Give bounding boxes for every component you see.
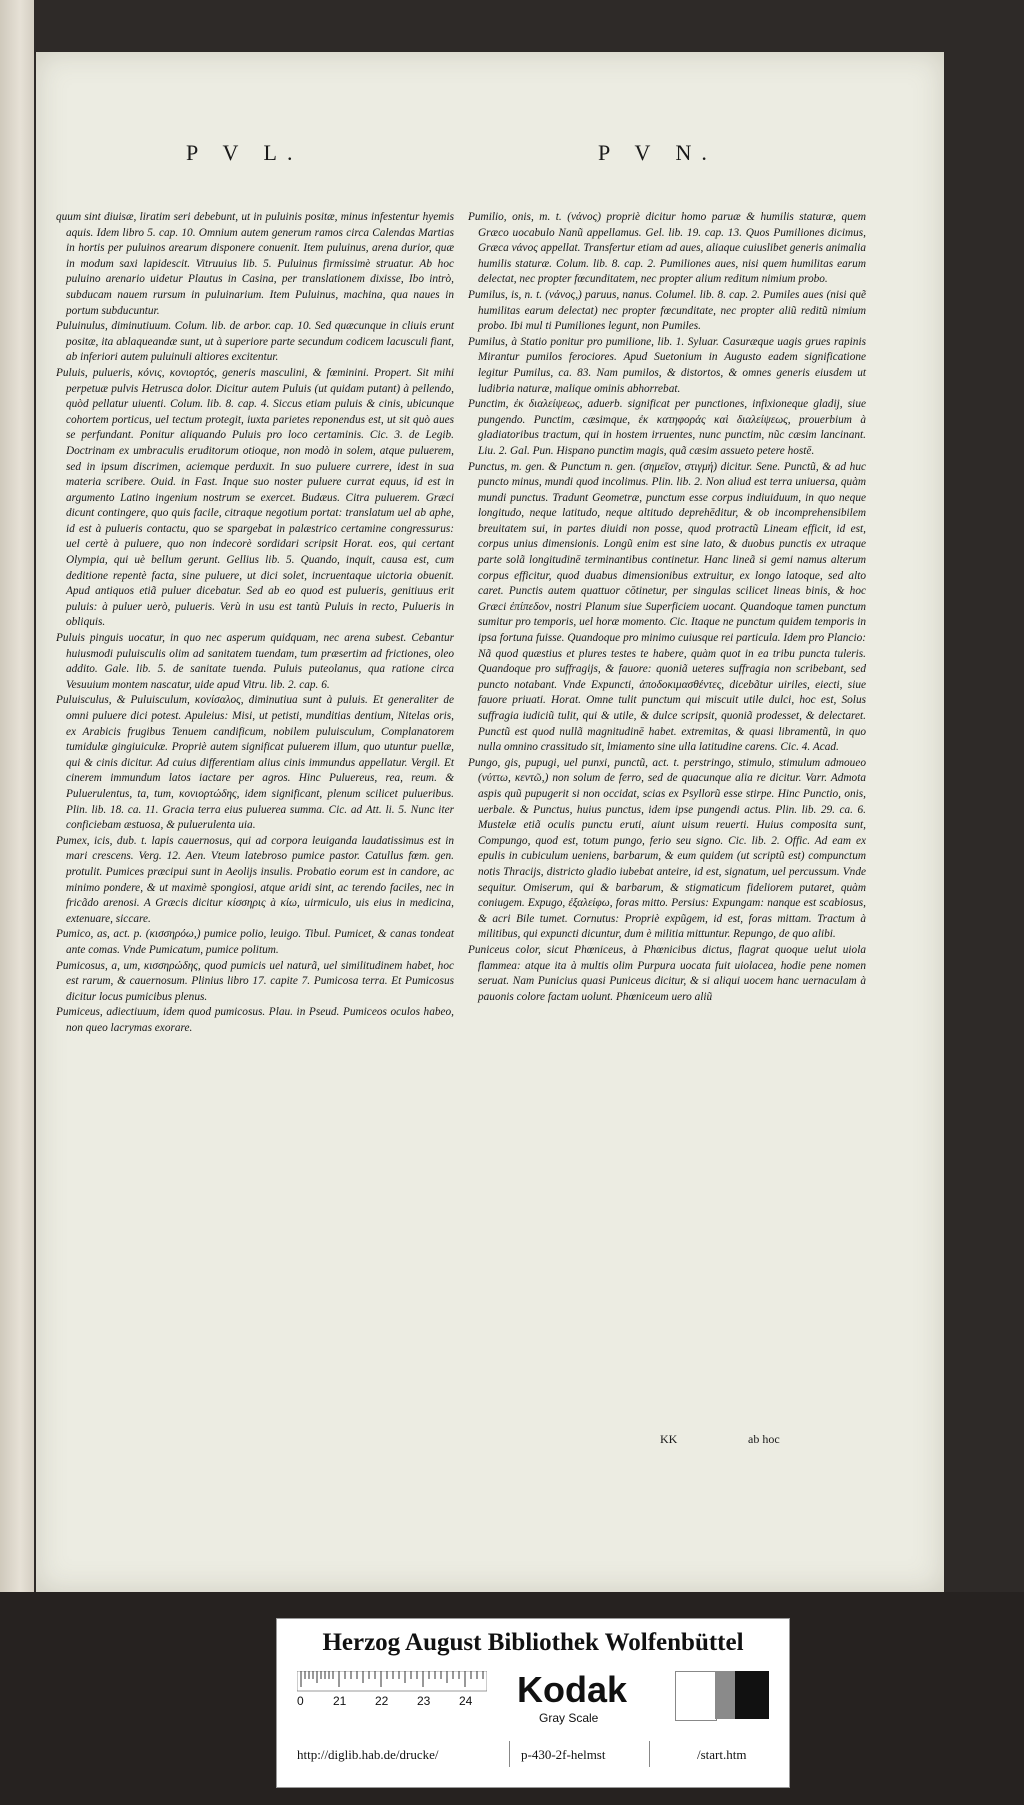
book-page	[36, 52, 944, 1592]
entry-punctus: Punctus, m. gen. & Punctum n. gen. (σημεῖον, στιγμή) dicitur. Sene. Punctũ, & ad huc puncto minus, mundi quod incolimus. Plin. lib. 2. Non aliud est terra uniuersa, quàm mundi punctus. Tradunt Geometræ, punctum esse corpus indiuiduum, in quo neque longitudo, neque latitudo, neque altitudo deprehēditur, & ob incomprehensibilem breuitatem sui, in partes diuidi non posse, quod protractũ Lineam efficit, id est, corpus unius dimensionis. Longũ enim est sine lato, & duobus punctis ex utraque parte solã longitudinē terminantibus continetur. Hanc lineã si gemi namus alterum corpus efficitur, quod duabus dimensionibus extruitur, ex longo latoque, sed alto caret. Punctis autem quattuor cōtinetur, per singulas scilicet lineas binis, & hoc Græci ἐπίπεδον, nostri Planum siue Superficiem uocant. Quandoque tamen punctum sumitur pro temporis, uel horæ momento. Cic. Itaque ne punctum quidem temporis in ipsa fortuna fuisse. Quandoque pro minimo cuiusque rei particula. Idem pro Plancio: Nã quod quæstius et plures testes te habere, quàm quot in ea tribu puncta tuleris. Quandoque pro suffragijs, & fauore: quoniã ueteres suffragia non scribebant, sed puncto notabant. Vnde Expuncti, ἀποδοκιμασθέντες, dicebãtur uiriles, eiecti, siue fauore priuati. Horat. Omne tulit punctum qui miscuit utile dulci, hoc est, Solus suffragia iudiciũ tulit, qui & utile, & dulce scripsit, quoniã prodesset, & delectaret. Punctũ est quod nullã magnitudinē habet. extremitas, & quasi libramentũ, in quo nulla omnino crassitudo sit, lmiamento sine ulla latitudine carens. Cic. 4. Acad.	[468, 460, 866, 754]
white-swatch	[675, 1671, 717, 1721]
right-running-head: P V N.	[598, 140, 717, 165]
gray-scale-label: Gray Scale	[539, 1711, 599, 1725]
entry-pumicosus: Pumicosus, a, um, κισσηρώδης, quod pumicis uel naturã, uel similitudinem habet, hoc est rarum, & cauernosum. Plinius libro 17. capite 7. Pumicosa terra. Et Pumicosus dicitur locus pumicibus plenus.	[56, 959, 454, 1003]
library-title: Herzog August Bibliothek Wolfenbüttel	[322, 1629, 744, 1656]
entry-text: quum sint diuisæ, liratim seri debebunt, ut in puluinis positæ, minus infestentur hyemis aquis. Idem libro 5. cap. 10. Omnium autem generum ramos circa Calendas Martias in hortis per puluinos arearum disponere conuenit. Item puluinus, arena durior, quæ in modum saxi lapidescit. Vitruuius lib. 5. Puluinus firmissimè struatur. Ab hoc puluino arenario uidetur Plautus in Casina, per translationem dixisse, Ibo intrò, subducam nauem rursum in puluinarium. Item Puluinus, machina, qua naues in portum subducuntur.	[56, 211, 454, 317]
entry-pumico: Pumico, as, act. p. (κισσηρόω,) pumice polio, leuigo. Tibul. Pumicet, & canas tondeat ante comas. Vnde Pumicatum, pumice politum.	[56, 928, 454, 956]
footer-divider-1	[509, 1741, 510, 1767]
ruler-ticks	[297, 1671, 487, 1707]
ruler-label-22: 22	[375, 1694, 389, 1707]
entry-puluinulus: Puluinulus, diminutiuum. Colum. lib. de arbor. cap. 10. Sed quæcunque in cliuis erunt positæ, ita ablaqueandæ sunt, ut à superiore parte secundum codicem lacusculi fiant, ab inferiori autem puluinuli altiores excitentur.	[56, 320, 454, 364]
footer-shelfmark: p-430-2f-helmst	[521, 1747, 606, 1762]
target-card	[276, 1618, 790, 1788]
entry-pumex: Pumex, icis, dub. t. lapis cauernosus, qui ad corpora leuiganda laudatissimus est in mari crescens. Verg. 12. Aen. Vteum latebroso pumice pastor. Catullus fœm. gen. protulit. Pumices præcipui sunt in Aeolijs insulis. Probatio eorum est in candore, ac minimo pondere, & ut maximè spongiosi, atque aridi sint, ac terendo faciles, nec in fricãdo arenosi. A Græcis dicitur κίσσηρις à κίω, uirmiculo, uis eius in medicina, extenuare, siccare.	[56, 834, 454, 925]
entry-punctim: Punctim, ἐκ διαλείψεως, aduerb. significat per punctiones, infixioneque gladij, siue pungendo. Punctim, cæsimque, ἐκ κατηφοράς καὶ διαλείψεως, prouerbium à gladiatoribus tractum, qui in hostem irruentes, nunc punctim, nũc cæsim lancinant. Liu. 2. Gal. Pun. Hispano punctim magis, quã cæsim assueto petere hostē.	[468, 398, 866, 457]
signature-mark: KK	[660, 1432, 678, 1446]
ruler-label-0: 0	[297, 1694, 304, 1707]
ruler	[297, 1671, 487, 1707]
footer-divider-2	[649, 1741, 650, 1767]
black-swatch	[735, 1671, 769, 1719]
kodak-logo: Kodak	[517, 1669, 628, 1710]
entry-pumilus-statius: Pumilus, à Statio ponitur pro pumilione, lib. 1. Syluar. Casuræque uagis grues rapinis Mirantur pumilos ferociores. Apud Suetonium in Augusto eadem significatione legitur Pumilus, ca. 83. Nam pumilos, & distortos, & omnes generis eiusdem ut ludibria naturæ, malique ominis abhorrebat.	[468, 335, 866, 395]
entry-pumiceus: Pumiceus, adiectiuum, idem quod pumicosus. Plau. in Pseud. Pumiceos oculos habeo, non queo lacrymas exorare.	[56, 1006, 454, 1034]
entry-pungo: Pungo, gis, pupugi, uel punxi, punctũ, act. t. perstringo, stimulo, stimulum admoueo (νύττω, κεντῶ,) non solum de ferro, sed de quacunque alia re dicitur. Varr. Admota aspis quũ pupugerit si non occidat, scias ex Psyllorũ esse stirpe. Hinc Punctio, onis, uerbale. & Punctus, huius punctus, idem ipse pungendi actus. Plin. lib. 29. ca. 6. Mustelæ etiã oculis punctu eruti, aiunt uisum reuerti. Huius composita sunt, Compungo, quod est, totum pungo, ferio seu signo. Cic. lib. 2. Offic. Ad eam ex epulis in cubiculum ueniens, barbarum, & eum quidem (ut scriptũ est) compunctum notis Thracijs, districto gladio iubebat anteire, id est, signatum, uel percussum. Vnde sequitur. Omiserum, qui & barbarum, & stigmaticum fideliorem putaret, quàm coniugem. Expugo, ἐξαλείφω, foras mitto. Persius: Expungam: nanque est scabiosus, & acri Bile tumet. Cornutus: Propriè expũgem, id est, foras mittam. Tractum à militibus, qui expuncti dicuntur, dum è militia mittuntur. Repungo, de quo alibi.	[468, 756, 866, 941]
footer-url: http://diglib.hab.de/drucke/	[297, 1747, 439, 1762]
ruler-label-24: 24	[459, 1694, 473, 1707]
ruler-label-21: 21	[333, 1694, 347, 1707]
entry-pumilus: Pumilus, is, n. t. (νάνος,) paruus, nanus. Columel. lib. 8. cap. 2. Pumiles aues (nisi quẽ humilitas earum delectat) nec propter fœcunditate, nec propter aliũ reditũ nimium probo. Ibi mul ti Pumiliones legunt, non Pumiles.	[468, 288, 866, 333]
entry-puluis: Puluis, pulueris, κόνις, κονιορτός, generis masculini, & fœminini. Propert. Sit mihi perpetuæ pulvis Hetrusca dolor. Dicitur autem Puluis (ut quidam putant) à pellendo, quòd pellatur uiuenti. Colum. lib. 8. cap. 4. Siccus etiam puluis & cinis, ubicunque cohortem porticus, uel tectum protegit, iuxta parietes reponendus est, ut sit quò aues se perfundant. Ponitur aliquando Puluis pro loco certaminis. Cic. 3. de Legib. Doctrinam ex umbraculis eruditorum otioque, non modò in solem, atque puluerem, sed in ipsum discrimen, aciemque perduxit. In suo puluere currere, idest in sua materia scribere. Ouid. in Fast. Inque suo noster puluere currat equus, id est in argumento Latino ingenium nostrum se exercet. Budæus. Citra puluerem. Græci dicunt contingere, quo quis facile, citraque negotium portat: translatum uel ab aphe, id est à pulueris contactu, quo se spargebat in palæstrico certamine congressurus: uel certè à puluere, quo non indecorè sordidari scripsit Horat. eos, qui certant Olympia, qui uè bellum gerunt. Gellius lib. 5. Quando, inquit, causa est, cum deditione repentè facta, sine puluere, ut dici solet, incruentaque uictoria obuenit. Apud antiquos etiã puluer dicebatur. Sed ab eo quod est pulueris, genitiuus erit puluis: à puluer uerò, pulueris. Verù in usu est tantù Puluis in recto, Pulueris in obliquis.	[56, 366, 454, 629]
entry-puniceus: Puniceus color, sicut Phœniceus, à Phœnicibus dictus, flagrat quoque uelut uiola flammea: atque ita à multis olim Purpura uocata fuit uiolacea, hodie pene nomen seruat. Nam Punicius quasi Puniceus dicitur, & si aliqui uocem hanc uernaculam à pauonis colore factam uolunt. Phœniceum uero aliũ	[468, 943, 866, 1003]
ruler-label-23: 23	[417, 1694, 431, 1707]
left-running-head: P V L.	[186, 140, 303, 165]
entry-puluisculus: Puluisculus, & Puluisculum, κονίσαλος, diminutiua sunt à puluis. Et generaliter de omni puluere dici potest. Apuleius: Misi, ut petisti, munditias dentium, Nitelas oris, ex Arabicis frugibus Tenuem candificum, nobilem puluisculum, Complanatorem tumidulæ gingiuiculæ. Propriè autem significat puluerem illum, quo utuntur puellæ, qui & cinis dicitur. Ad cuius differentiam alius cinis immundus appellatur. Vergil. Et cinerem immundum latos iactare per agros. Hinc Puluereus, rea, reum. & Puluerulentus, ta, tum, κονιορτώδης, idem significant, plenum scilicet pulueribus. Plin. lib. 18. ca. 11. Gracia terra eius puluerea summa. Cic. ad Att. li. 5. Nunc iter conficiebam æstuosa, & puluerulenta uia.	[56, 694, 454, 832]
left-column	[56, 210, 454, 1036]
right-column	[468, 210, 866, 1005]
footer-start: /start.htm	[697, 1747, 747, 1762]
entry-pumilio: Pumilio, onis, m. t. (νάνος) propriè dicitur homo paruæ & humilis staturæ, quem Græco uocabulo Nanũ appellamus. Gel. lib. 19. cap. 13. Quos Pumiliones dicimus, Græca νάνος appellat. Transfertur etiam ad aues, aliaque cuiuslibet generis animalia humilis staturæ. Colum. lib. 8. cap. 2. Pumiliones aues, nisi quem humilitas earum delectat, nec propter fœcunditatem, nec propter alium reditum nimium probo.	[468, 211, 866, 286]
catchword: ab hoc	[748, 1432, 780, 1446]
entry-puluis-pinguis: Puluis pinguis uocatur, in quo nec asperum quidquam, nec arena subest. Cebantur huiusmodi puluisculis olim ad sanitatem tuendam, tum præsertim ad frictiones, oleo addito. Gale. lib. 5. de sanitate tuenda. Puluis puteolanus, qua ratione circa Vesuuium montem nascatur, uide apud Vitru. lib. 2. cap. 6.	[56, 632, 454, 691]
book-spine	[0, 0, 34, 1600]
